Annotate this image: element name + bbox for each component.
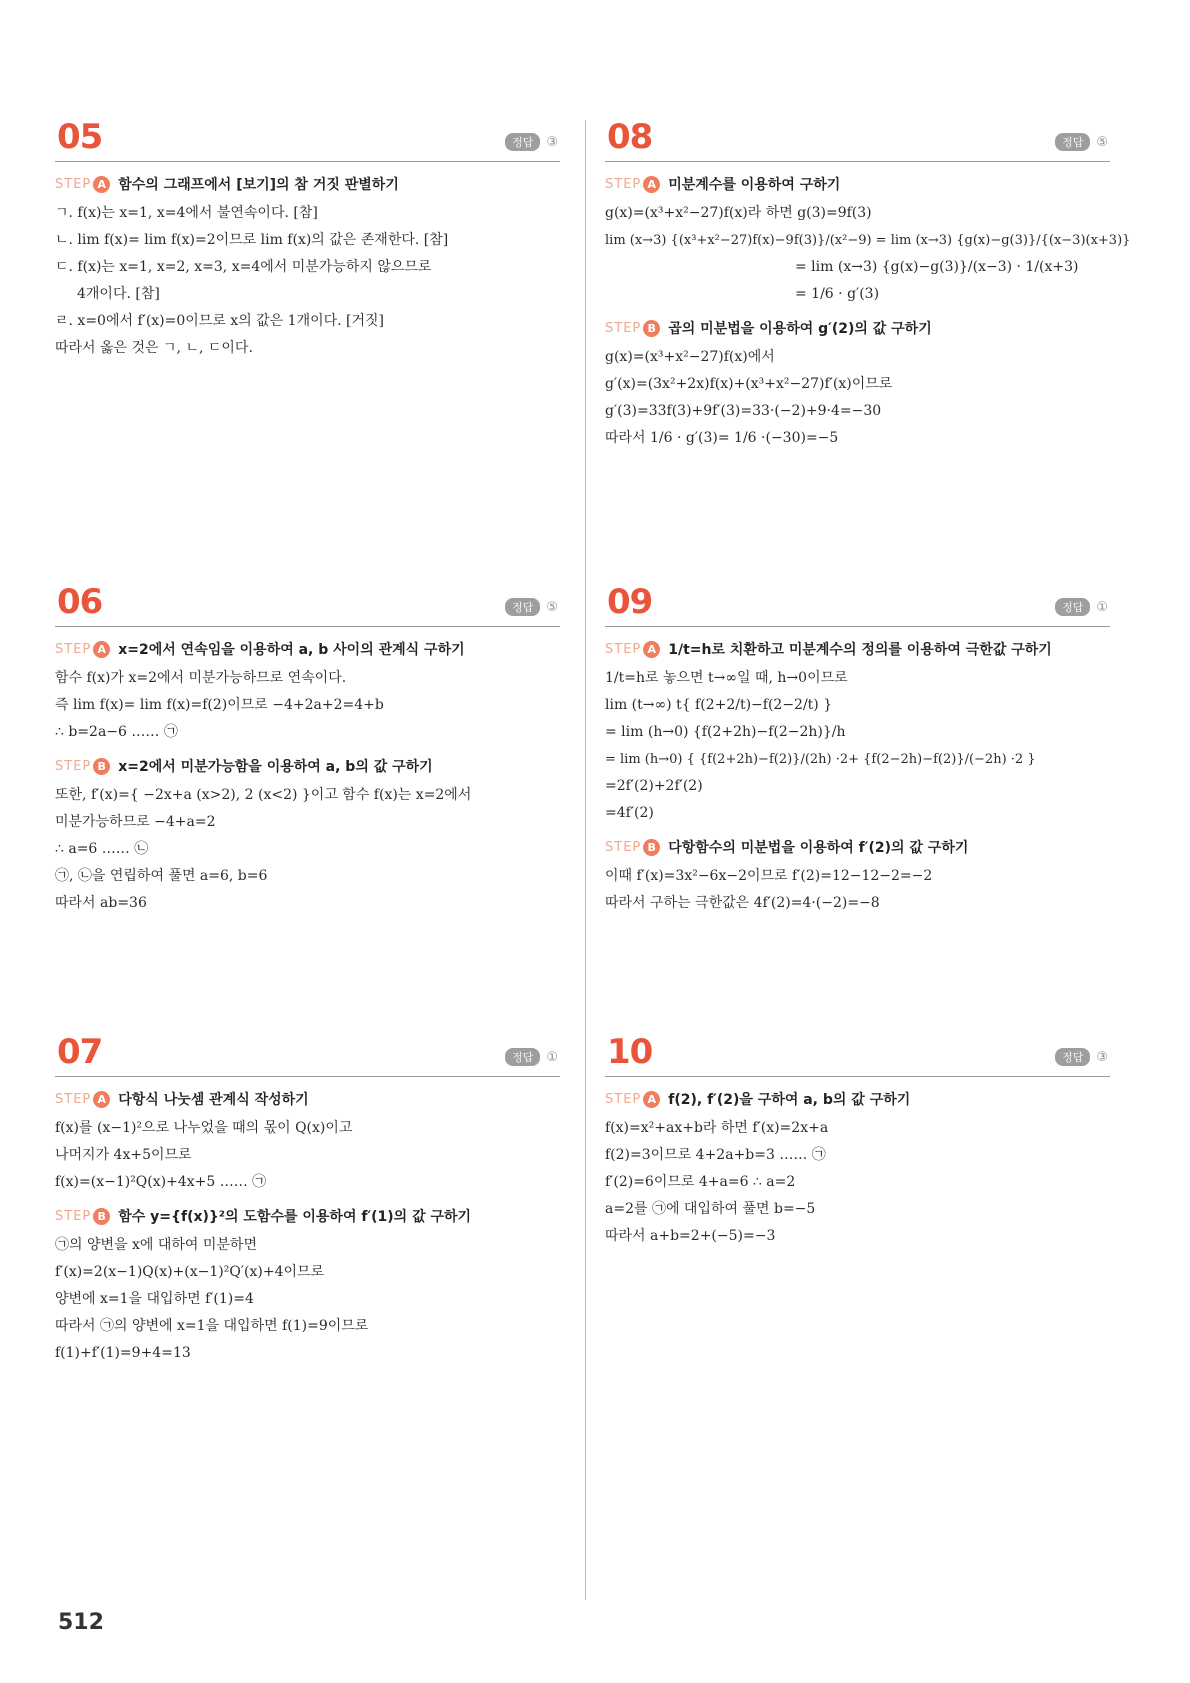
step-word: STEP [55, 1091, 92, 1107]
answer-choice: ⑤ [1096, 134, 1108, 150]
step-title: x=2에서 연속임을 이용하여 a, b 사이의 관계식 구하기 [118, 642, 465, 658]
solution-line: = lim (x→3) {g(x)−g(3)}/(x−3) · 1/(x+3) [795, 259, 1079, 275]
answer-choice: ① [546, 1049, 558, 1065]
answer-badge: 정답 [1055, 133, 1090, 151]
step-letter-badge: B [93, 758, 110, 775]
step-title: 함수의 그래프에서 [보기]의 참 거짓 판별하기 [118, 177, 399, 193]
step-heading [605, 1089, 1110, 1109]
problem-number: 10 [607, 1032, 653, 1072]
step-title: x=2에서 미분가능함을 이용하여 a, b의 값 구하기 [118, 759, 433, 775]
problem-06 [55, 580, 560, 917]
solution-line: 따라서 ab=36 [55, 895, 147, 911]
solution-line: 따라서 구하는 극한값은 4f′(2)=4·(−2)=−8 [605, 895, 880, 911]
solution-line: f(x)를 (x−1)²으로 나누었을 때의 몫이 Q(x)이고 [55, 1120, 353, 1136]
solution-line: ㄱ. f(x)는 x=1, x=4에서 불연속이다. [참] [55, 205, 318, 221]
step-word: STEP [605, 641, 642, 657]
solution-line: lim (t→∞) t{ f(2+2/t)−f(2−2/t) } [605, 697, 833, 713]
step-letter-badge: A [643, 641, 660, 658]
answer-tag [1055, 598, 1108, 616]
solution-line: f′(x)=2(x−1)Q(x)+(x−1)²Q′(x)+4이므로 [55, 1264, 325, 1280]
solution-line: 즉 lim f(x)= lim f(x)=f(2)이므로 −4+2a+2=4+b [55, 697, 384, 713]
step-letter-badge: B [643, 839, 660, 856]
step-heading [605, 837, 1110, 857]
answer-badge: 정답 [505, 133, 540, 151]
answer-choice: ③ [546, 134, 558, 150]
solution-line: a=2를 ㉠에 대입하여 풀면 b=−5 [605, 1201, 816, 1217]
answer-tag [505, 133, 558, 151]
step-heading [55, 756, 560, 776]
solution-line: ㄹ. x=0에서 f′(x)=0이므로 x의 값은 1개이다. [거짓] [55, 313, 385, 329]
solution-line: g′(x)=(3x²+2x)f(x)+(x³+x²−27)f′(x)이므로 [605, 376, 893, 392]
answer-badge: 정답 [505, 598, 540, 616]
step-letter-badge: A [643, 176, 660, 193]
solution-line: = 1/6 · g′(3) [795, 286, 880, 302]
step-heading [605, 639, 1110, 659]
problem-header [55, 580, 560, 627]
step-letter-badge: B [643, 320, 660, 337]
solution-line: = lim (h→0) { {f(2+2h)−f(2)}/(2h) ·2+ {f(2−2h)−f(2)}/(−2h) ·2 } [605, 752, 1036, 767]
step-word: STEP [55, 176, 92, 192]
step-title: 함수 y={f(x)}²의 도함수를 이용하여 f′(1)의 값 구하기 [118, 1209, 472, 1225]
solution-line: g(x)=(x³+x²−27)f(x)라 하면 g(3)=9f(3) [605, 205, 872, 221]
step-word: STEP [605, 1091, 642, 1107]
step-title: 미분계수를 이용하여 구하기 [668, 177, 841, 193]
problem-number: 09 [607, 582, 653, 622]
problem-10 [605, 1030, 1110, 1250]
problem-number: 08 [607, 117, 653, 157]
solution-line: 이때 f′(x)=3x²−6x−2이므로 f′(2)=12−12−2=−2 [605, 868, 933, 884]
step-heading [605, 174, 1110, 194]
step-heading [55, 1206, 560, 1226]
step-title: 다항식 나눗셈 관계식 작성하기 [118, 1092, 309, 1108]
answer-choice: ⑤ [546, 599, 558, 615]
step-title: 곱의 미분법을 이용하여 g′(2)의 값 구하기 [668, 321, 932, 337]
solution-line: ㉠, ㉡을 연립하여 풀면 a=6, b=6 [55, 868, 268, 884]
solution-line: f′(2)=6이므로 4+a=6 ∴ a=2 [605, 1174, 796, 1190]
step-letter-badge: B [93, 1208, 110, 1225]
problem-number: 06 [57, 582, 103, 622]
solution-line: ∴ b=2a−6 …… ㉠ [55, 724, 178, 740]
solution-line: 미분가능하므로 −4+a=2 [55, 814, 216, 830]
column-divider [585, 120, 586, 1600]
step-letter-badge: A [93, 1091, 110, 1108]
step-title: f(2), f′(2)을 구하여 a, b의 값 구하기 [668, 1092, 911, 1108]
problem-number: 05 [57, 117, 103, 157]
solution-line: 4개이다. [참] [77, 286, 160, 302]
solution-line: 따라서 옳은 것은 ㄱ, ㄴ, ㄷ이다. [55, 340, 253, 356]
solution-line: lim (x→3) {(x³+x²−27)f(x)−9f(3)}/(x²−9) = lim (x→3) {g(x)−g(3)}/{(x−3)(x+3)} [605, 233, 1131, 248]
problem-05 [55, 115, 560, 362]
solution-line: g(x)=(x³+x²−27)f(x)에서 [605, 349, 775, 365]
problem-header [605, 115, 1110, 162]
step-heading [55, 1089, 560, 1109]
problem-09 [605, 580, 1110, 917]
step-heading [55, 639, 560, 659]
step-title: 다항함수의 미분법을 이용하여 f′(2)의 값 구하기 [668, 840, 969, 856]
problem-header [55, 115, 560, 162]
problem-08 [605, 115, 1131, 452]
solution-line: f(x)=(x−1)²Q(x)+4x+5 …… ㉠ [55, 1174, 267, 1190]
solution-line: 함수 f(x)가 x=2에서 미분가능하므로 연속이다. [55, 670, 347, 686]
problem-header [605, 1030, 1110, 1077]
step-word: STEP [55, 758, 92, 774]
solution-line: ㉠의 양변을 x에 대하여 미분하면 [55, 1237, 257, 1253]
step-word: STEP [605, 176, 642, 192]
answer-tag [505, 598, 558, 616]
solution-line: 나머지가 4x+5이므로 [55, 1147, 192, 1163]
solution-line: g′(3)=33f(3)+9f′(3)=33·(−2)+9·4=−30 [605, 403, 882, 419]
step-word: STEP [55, 641, 92, 657]
step-word: STEP [605, 839, 642, 855]
answer-tag [1055, 133, 1108, 151]
answer-choice: ① [1096, 599, 1108, 615]
solution-line: = lim (h→0) {f(2+2h)−f(2−2h)}/h [605, 724, 846, 740]
step-heading [55, 174, 560, 194]
step-letter-badge: A [643, 1091, 660, 1108]
solution-line: ㄷ. f(x)는 x=1, x=2, x=3, x=4에서 미분가능하지 않으므로 [55, 259, 432, 275]
solution-line: =4f′(2) [605, 805, 654, 821]
step-letter-badge: A [93, 641, 110, 658]
answer-tag [505, 1048, 558, 1066]
problem-07 [55, 1030, 560, 1367]
solution-line: 1/t=h로 놓으면 t→∞일 때, h→0이므로 [605, 670, 848, 686]
step-letter-badge: A [93, 176, 110, 193]
step-word: STEP [605, 320, 642, 336]
page-number: 512 [58, 1610, 104, 1635]
problem-header [55, 1030, 560, 1077]
answer-badge: 정답 [505, 1048, 540, 1066]
answer-badge: 정답 [1055, 1048, 1090, 1066]
problem-header [605, 580, 1110, 627]
solution-line: f(x)=x²+ax+b라 하면 f′(x)=2x+a [605, 1120, 829, 1136]
solution-line: =2f′(2)+2f′(2) [605, 778, 703, 794]
problem-number: 07 [57, 1032, 103, 1072]
solution-line: f(2)=3이므로 4+2a+b=3 …… ㉠ [605, 1147, 826, 1163]
solution-line: 또한, f′(x)={ −2x+a (x>2), 2 (x<2) }이고 함수 f(x)는 x=2에서 [55, 787, 472, 803]
solution-line: 따라서 1/6 · g′(3)= 1/6 ·(−30)=−5 [605, 430, 839, 446]
solution-line: 양변에 x=1을 대입하면 f′(1)=4 [55, 1291, 254, 1307]
solution-line: f(1)+f′(1)=9+4=13 [55, 1345, 191, 1361]
solution-line: 따라서 a+b=2+(−5)=−3 [605, 1228, 776, 1244]
solution-line: ∴ a=6 …… ㉡ [55, 841, 149, 857]
step-title: 1/t=h로 치환하고 미분계수의 정의를 이용하여 극한값 구하기 [668, 642, 1052, 658]
step-heading [605, 318, 1110, 338]
answer-choice: ③ [1096, 1049, 1108, 1065]
answer-tag [1055, 1048, 1108, 1066]
answer-badge: 정답 [1055, 598, 1090, 616]
solution-line: 따라서 ㉠의 양변에 x=1을 대입하면 f(1)=9이므로 [55, 1318, 369, 1334]
solution-line: ㄴ. lim f(x)= lim f(x)=2이므로 lim f(x)의 값은 존재한다. [참] [55, 232, 449, 248]
step-word: STEP [55, 1208, 92, 1224]
